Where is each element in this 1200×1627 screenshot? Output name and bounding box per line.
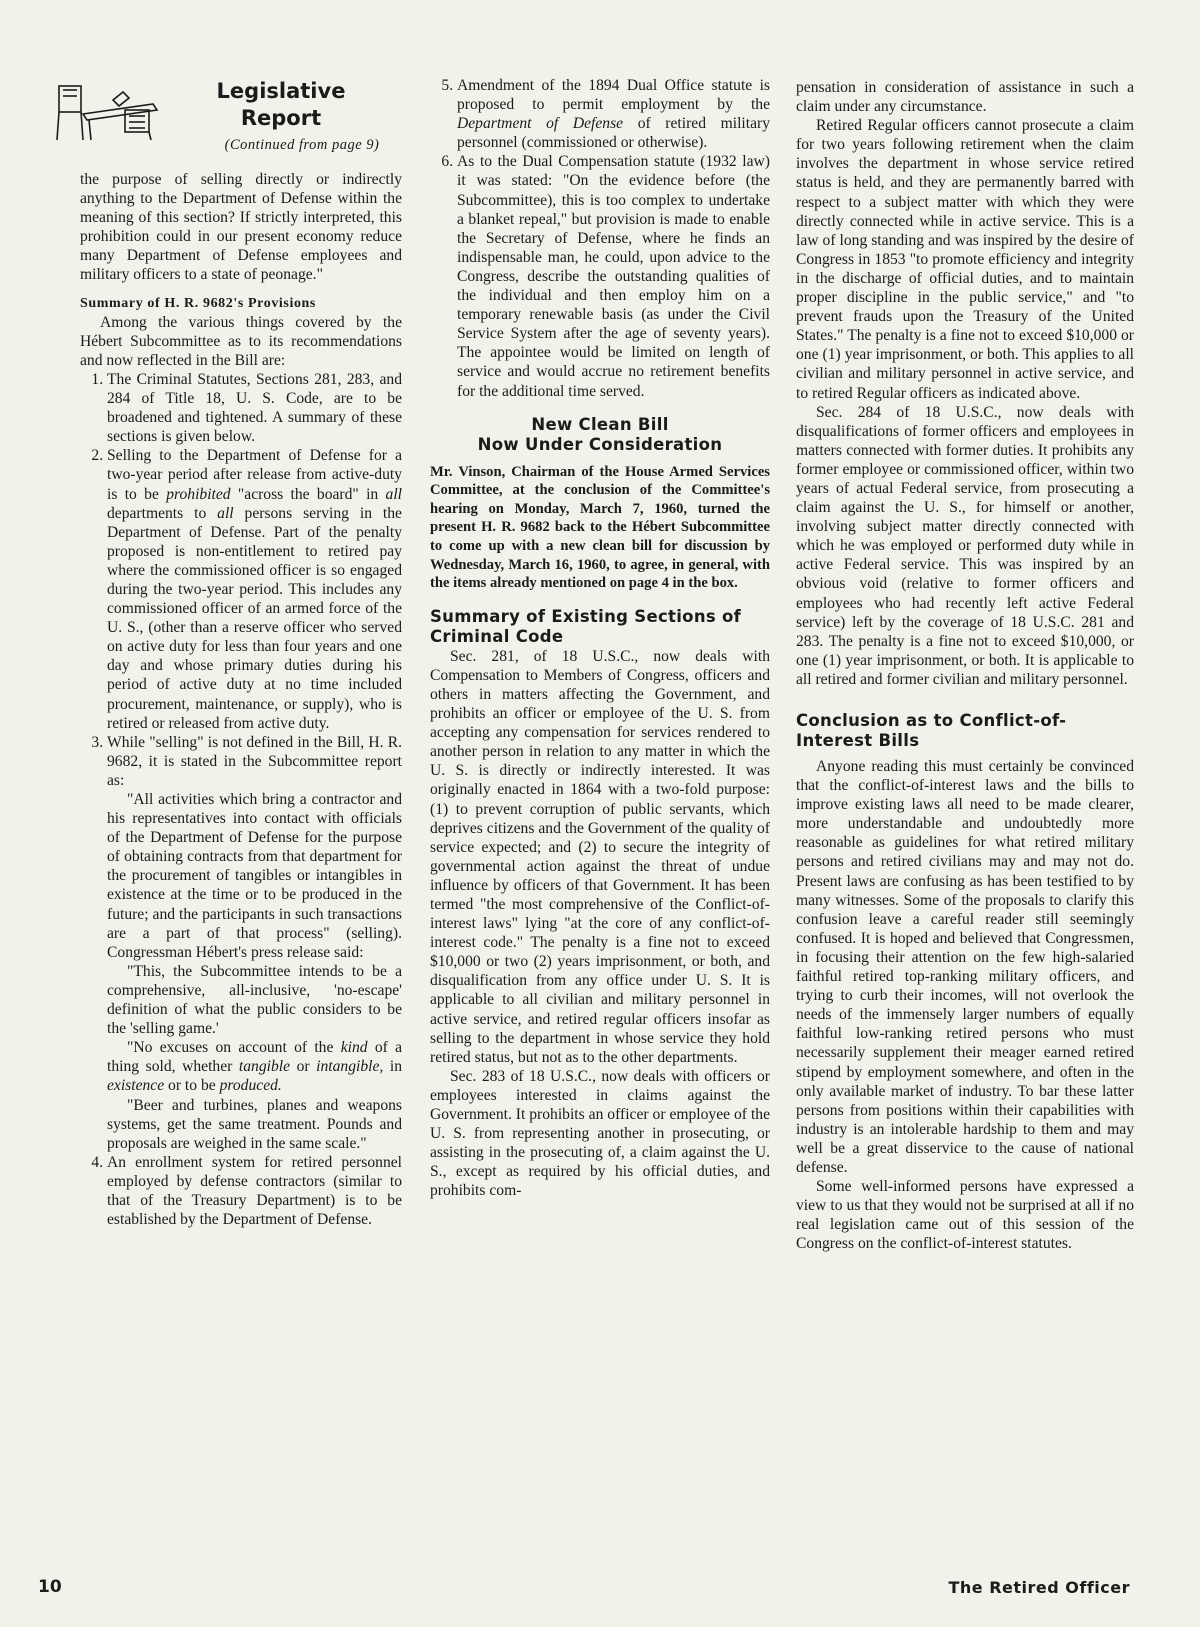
list-item: 6. As to the Dual Compensation statute (1932 law) it was stated: "On the evidence before (the Subcommittee), this is too complex to undertake a blanket repeal," but provision is made to enable the Secretary of Defense, where he finds an indispensable man, he could, upon advice to the Congress, describe the outstanding qualities of the individual and then employ him on a temporary renewable basis (as under the Civil Service System after the age of seventy years). The appointee would be limited on length of service and would accrue no retirement benefits for the additional time served. xyxy=(457,152,770,400)
title-line-1: Legislative xyxy=(216,79,346,103)
list-item: 2. Selling to the Department of Defense for a two-year period after release from active-duty is to be prohibited "across the board" in all departments to all persons serving in the Department of Defense. Part of the penalty proposed is non-entitlement to retired pay where the commissioned officer is so engaged during the two-year period. This includes any commissioned officer of an armed force of the U. S., (other than a reserve officer who served on active duty for less than four years and one day and whose primary duties during his period of active duty at no time included procurement, maintenance, or supply), who is retired or released from active duty. xyxy=(107,446,402,732)
column-1 xyxy=(80,76,402,1229)
quote: "Beer and turbines, planes and weapons systems, get the same treatment. Pounds and proposals are weighed in the same scale." xyxy=(107,1096,402,1152)
list-item: 5. Amendment of the 1894 Dual Office statute is proposed to permit employment by the Department of Defense of retired military personnel (commissioned or otherwise). xyxy=(457,76,770,152)
new-bill-note: Mr. Vinson, Chairman of the House Armed Services Committee, at the conclusion of the Committee's hearing on Monday, March 7, 1960, turned the present H. R. 9682 back to the Hébert Subcommittee to come up with a new clean bill for discussion by Wednesday, March 16, 1960, to agree, in general, with the items already mentioned on page 4 in the box. xyxy=(430,463,770,592)
publication-name: The Retired Officer xyxy=(948,1578,1130,1597)
title-line-2: Report xyxy=(240,106,322,130)
section-title xyxy=(206,78,356,132)
provisions-list xyxy=(80,370,402,1229)
paragraph: Sec. 281, of 18 U.S.C., now deals with Compensation to Members of Congress, officers and others in matters affecting the Government, and prohibits an officer or employee of the U. S. from accepting any compensation for services rendered to another person in relation to any matter in which the U. S. is directly or indirectly interested. It was originally enacted in 1864 with a two-fold purpose: (1) to prevent corruption of public servants, which deprives citizens and the Government of the quality of service expected; and (2) to secure the integrity of governmental action against the threat of undue influence by officers of that Government. It has been termed "the most comprehensive of the Conflict-of-interest laws" lying "at the core of any conflict-of-interest code." The penalty is a fine not to exceed $10,000 or two (2) years imprisonment, or both, and disqualification from any office under U. S. It is applicable to all civilian and military personnel in active service, and retired regular officers insofar as selling to the department in whose service they hold retired status, but not as to the other departments. xyxy=(430,647,770,1066)
quote: "This, the Subcommittee intends to be a comprehensive, all-inclusive, 'no-escape' definition of what the public considers to be the 'selling game.' xyxy=(107,962,402,1038)
new-bill-heading: New Clean Bill Now Under Consideration xyxy=(477,414,723,454)
list-item: 3. While "selling" is not defined in the Bill, H. R. 9682, it is stated in the Subcommittee report as: "All activities which bring a contractor and his representatives into contact with officials of the Department of Defense for the purpose of obtaining contracts from that department for the procurement of tangibles or intangibles in existence at the time or to be produced in the future; and the participants in such transactions are a part of that process" (selling). Congressman Hébert's press release said: "This, the Subcommittee intends to be a comprehensive, all-inclusive, 'no-escape' definition of what the public considers to be the 'selling game.' "No excuses on account of the kind of a thing sold, whether tangible or intangible, in existence or to be produced. "Beer and turbines, planes and weapons systems, get the same treatment. Pounds and proposals are weighed in the same scale." xyxy=(107,733,402,1153)
column-2 xyxy=(430,76,770,1200)
conclusion-heading: Conclusion as to Conflict-of-Interest Bills xyxy=(796,711,1067,750)
quote: "All activities which bring a contractor and his representatives into contact with officials of the Department of Defense for the purpose of obtaining contracts from that department for the procurement of tangibles or intangibles in existence at the time or to be produced in the future; and the participants in such transactions are a part of that process" (selling). Congressman Hébert's press release said: xyxy=(107,791,402,961)
paragraph: Among the various things covered by the Hébert Subcommittee as to its recommendations and now reflected in the Bill are: xyxy=(80,313,402,369)
list-item: 4. An enrollment system for retired personnel employed by defense contractors (similar to that of the Treasury Department) is to be established by the Department of Defense. xyxy=(107,1153,402,1229)
paragraph: Sec. 283 of 18 U.S.C., now deals with officers or employees interested in claims against the Government. It prohibits an officer or employee of the U. S. from representing another in prosecuting, or assisting in the prosecuting of, a claim against the U. S., except as required by his official duties, and prohibits com- xyxy=(430,1067,770,1200)
paragraph: the purpose of selling directly or indirectly anything to the Department of Defense within the meaning of this section? If strictly interpreted, this prohibition could in our present economy reduce many Department of Defense employees and military officers to a state of peonage." xyxy=(80,171,402,284)
paragraph: Sec. 284 of 18 U.S.C., now deals with disqualifications of former officers and employees in matters connected with former duties. It prohibits any former employee or commissioned officer, within two years of actual Federal service, from prosecuting a claim against the U. S., for himself or another, involving subject matter directly connected with which he was employed or performed duty while in active Federal service. This was inspired by an obvious void (relative to former officers and employees who had recently left active Federal service) left by the coverage of 18 U.S.C. 281 and 283. The penalty is a fine not to exceed $10,000, or one (1) year imprisonment, or both. It is applicable to all retired and former civilian and military personnel. xyxy=(796,403,1134,688)
column-3 xyxy=(796,78,1134,1253)
subheading: Summary of H. R. 9682's Provisions xyxy=(80,295,316,311)
paragraph: Anyone reading this must certainly be convinced that the conflict-of-interest laws and the bills to improve existing laws all need to be made clearer, more understandable and undoubtedly more reasonable as guidelines for what retired military persons and retired civilians may and may not do. Present laws are confusing as has been testified to by many witnesses. Some of the proposals to clarify this confusion leave a careful reader still seemingly confused. It is hoped and believed that Congressmen, in focusing their attention on the few high-salaried faithful retired top-ranking military officers, and trying to curb their incomes, will not overlook the needs of the immensely larger numbers of equally faithful low-ranking retired persons who must necessarily supplement their meager earned retired stipend by employment somewhere, and often in the only available market of industry. To bar these latter persons from positions within their capabilities with industry is an intolerable hardship to them and may well be a great disservice to the cause of national defense. xyxy=(796,758,1134,1176)
list-item: 1. The Criminal Statutes, Sections 281, 283, and 284 of Title 18, U. S. Code, are to be broadened and tightened. A summary of these sections is given below. xyxy=(107,370,402,446)
continued-note: (Continued from page 9) xyxy=(224,137,380,153)
paragraph: Retired Regular officers cannot prosecute a claim for two years following retirement when the claim involves the department in whose service retired status is held, and they are permanently barred with respect to a subject matter with which they were directly connected while in active service. This is a law of long standing and was inspired by the desire of Congress in 1853 "to promote efficiency and integrity in the discharge of official duties, and to maintain proper discipline in the public service," and "to prevent frauds upon the Treasury of the United States." The penalty is a fine not to exceed $10,000 or one (1) year imprisonment, or both. This applies to all civilian and military personnel in active service, and to retired Regular officers as indicated above. xyxy=(796,117,1134,402)
paragraph: Some well-informed persons have expressed a view to us that they would not be surprised at all if no real legislation came out of this session of the Congress on the conflict-of-interest statutes. xyxy=(796,1178,1134,1253)
existing-sections-heading: Summary of Existing Sections of Criminal Code xyxy=(430,606,742,646)
paragraph: pensation in consideration of assistance in such a claim under any circumstance. xyxy=(796,79,1134,116)
section-header xyxy=(80,76,402,170)
page-number: 10 xyxy=(38,1577,62,1597)
provisions-list-continued xyxy=(430,76,770,401)
desk-illustration-icon xyxy=(53,80,163,144)
quote: "No excuses on account of the kind of a thing sold, whether tangible or intangible, in existence or to be produced. xyxy=(107,1039,403,1095)
